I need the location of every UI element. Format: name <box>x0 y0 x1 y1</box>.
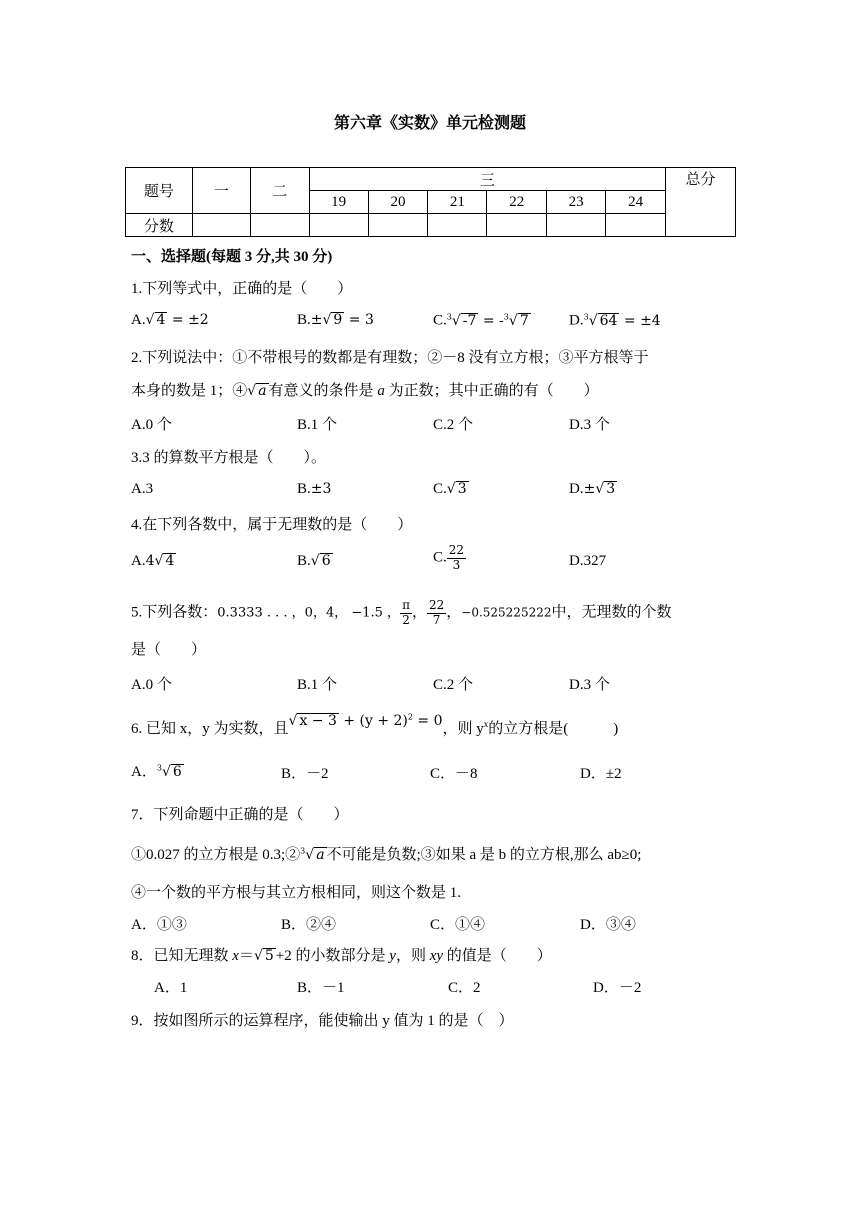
question-2-line-1: 2.下列说法中：①不带根号的数都是有理数；②－8 没有立方根；③平方根等于 <box>131 350 649 366</box>
question-1: 1.下列等式中，正确的是（ ） <box>131 281 353 297</box>
q1-option-a[interactable]: A.√ 4 = ±2 <box>131 312 209 328</box>
header-q24: 24 <box>606 191 666 214</box>
header-q20: 20 <box>368 191 428 214</box>
header-q22: 22 <box>487 191 547 214</box>
header-q19: 19 <box>309 191 368 214</box>
score-cell[interactable] <box>487 214 547 237</box>
q7-option-a[interactable]: A．①③ <box>131 917 187 933</box>
q6-option-b[interactable]: B．－2 <box>281 766 329 782</box>
score-cell[interactable] <box>192 214 250 237</box>
header-q21: 21 <box>428 191 487 214</box>
q8-option-a[interactable]: A．1 <box>154 980 188 996</box>
q3-option-b[interactable]: B.±3 <box>297 481 332 497</box>
score-table <box>125 167 736 237</box>
header-total: 总分 <box>666 168 736 237</box>
header-q23: 23 <box>547 191 606 214</box>
q7-option-d[interactable]: D．③④ <box>580 917 636 933</box>
header-part-3: 三 <box>309 168 665 191</box>
q1-option-b[interactable]: B.±√ 9 = 3 <box>297 312 374 328</box>
question-6: 6. 已知 x，y 为实数，且√ $x - 3 + (y + 2)^2 = 0$，则 $y^x$的立方根是( ) <box>131 712 619 737</box>
question-9: 9．按如图所示的运算程序，能使输出 y 值为 1 的是（ ） <box>131 1013 514 1029</box>
score-cell[interactable] <box>428 214 487 237</box>
section-heading: 一、选择题(每题 3 分,共 30 分) <box>131 249 333 265</box>
question-3: 3.3 的算数平方根是（ ）。 <box>131 450 327 466</box>
q4-option-d[interactable]: D.327 <box>569 553 607 569</box>
q4-option-b[interactable]: B.√ 6 <box>297 553 331 569</box>
header-part-2: 二 <box>250 168 309 214</box>
q5-option-b[interactable]: B.1 个 <box>297 677 338 693</box>
q8-option-c[interactable]: C．2 <box>448 980 481 996</box>
q2-option-c[interactable]: C.2 个 <box>433 417 474 433</box>
q3-option-c[interactable]: C.√ 3 <box>433 481 467 497</box>
question-4: 4.在下列各数中，属于无理数的是（ ） <box>131 517 413 533</box>
q5-option-a[interactable]: A.0 个 <box>131 677 172 693</box>
q5-option-d[interactable]: D.3 个 <box>569 677 610 693</box>
q1-option-c[interactable]: C.$^3$√ -7 = -$^3$√ 7 <box>433 312 529 329</box>
question-2-line-2: 本身的数是 1；④√ a 有意义的条件是 a 为正数；其中正确的有（ ） <box>131 383 599 399</box>
score-cell[interactable] <box>368 214 428 237</box>
q3-option-d[interactable]: D.±√ 3 <box>569 481 616 497</box>
q6-option-a[interactable]: A．$^3$√ 6 <box>131 763 182 780</box>
q4-option-c[interactable]: C. $\frac{22}{3}$ <box>433 543 465 572</box>
q6-option-d[interactable]: D．±2 <box>580 766 622 782</box>
q3-option-a[interactable]: A.3 <box>131 481 154 497</box>
question-5-line-1: 5.下列各数：0.3333 . . . ，0，4， −1.5 ， $\frac{\pi}{2}$ ， $\frac{22}{7}$ ，−0.525225222中，无理数的个数 <box>131 598 672 627</box>
question-7: 7．下列命题中正确的是（ ） <box>131 807 349 823</box>
score-cell[interactable] <box>309 214 368 237</box>
question-7-statement-line-2: ④一个数的平方根与其立方根相同，则这个数是 1. <box>131 885 462 901</box>
q7-option-c[interactable]: C．①④ <box>430 917 486 933</box>
q2-option-d[interactable]: D.3 个 <box>569 417 610 433</box>
score-cell[interactable] <box>547 214 606 237</box>
q8-option-b[interactable]: B．－1 <box>297 980 345 996</box>
q2-option-a[interactable]: A.0 个 <box>131 417 172 433</box>
page-title: 第六章《实数》单元检测题 <box>333 115 526 132</box>
header-question-no: 题号 <box>126 168 193 214</box>
question-8: 8．已知无理数 x＝√ 5 +2 的小数部分是 y，则 xy 的值是（ ） <box>131 948 552 964</box>
header-part-1: 一 <box>192 168 250 214</box>
q2-option-b[interactable]: B.1 个 <box>297 417 338 433</box>
question-7-statement-line-1: ①0.027 的立方根是 0.3;②$^3$√ a 不可能是负数;③如果 a 是 b 的立方根,那么 ab≥0; <box>131 846 642 863</box>
score-cell[interactable] <box>250 214 309 237</box>
question-5-line-2: 是（ ） <box>131 642 207 658</box>
score-label: 分数 <box>126 214 193 237</box>
q8-option-d[interactable]: D．－2 <box>593 980 642 996</box>
q4-option-a[interactable]: A.4√ 4 <box>131 553 175 569</box>
q5-option-c[interactable]: C.2 个 <box>433 677 474 693</box>
score-cell[interactable] <box>606 214 666 237</box>
q1-option-d[interactable]: D.$^3$√ 64 = ±4 <box>569 312 661 329</box>
q7-option-b[interactable]: B．②④ <box>281 917 337 933</box>
q6-option-c[interactable]: C．－8 <box>430 766 478 782</box>
